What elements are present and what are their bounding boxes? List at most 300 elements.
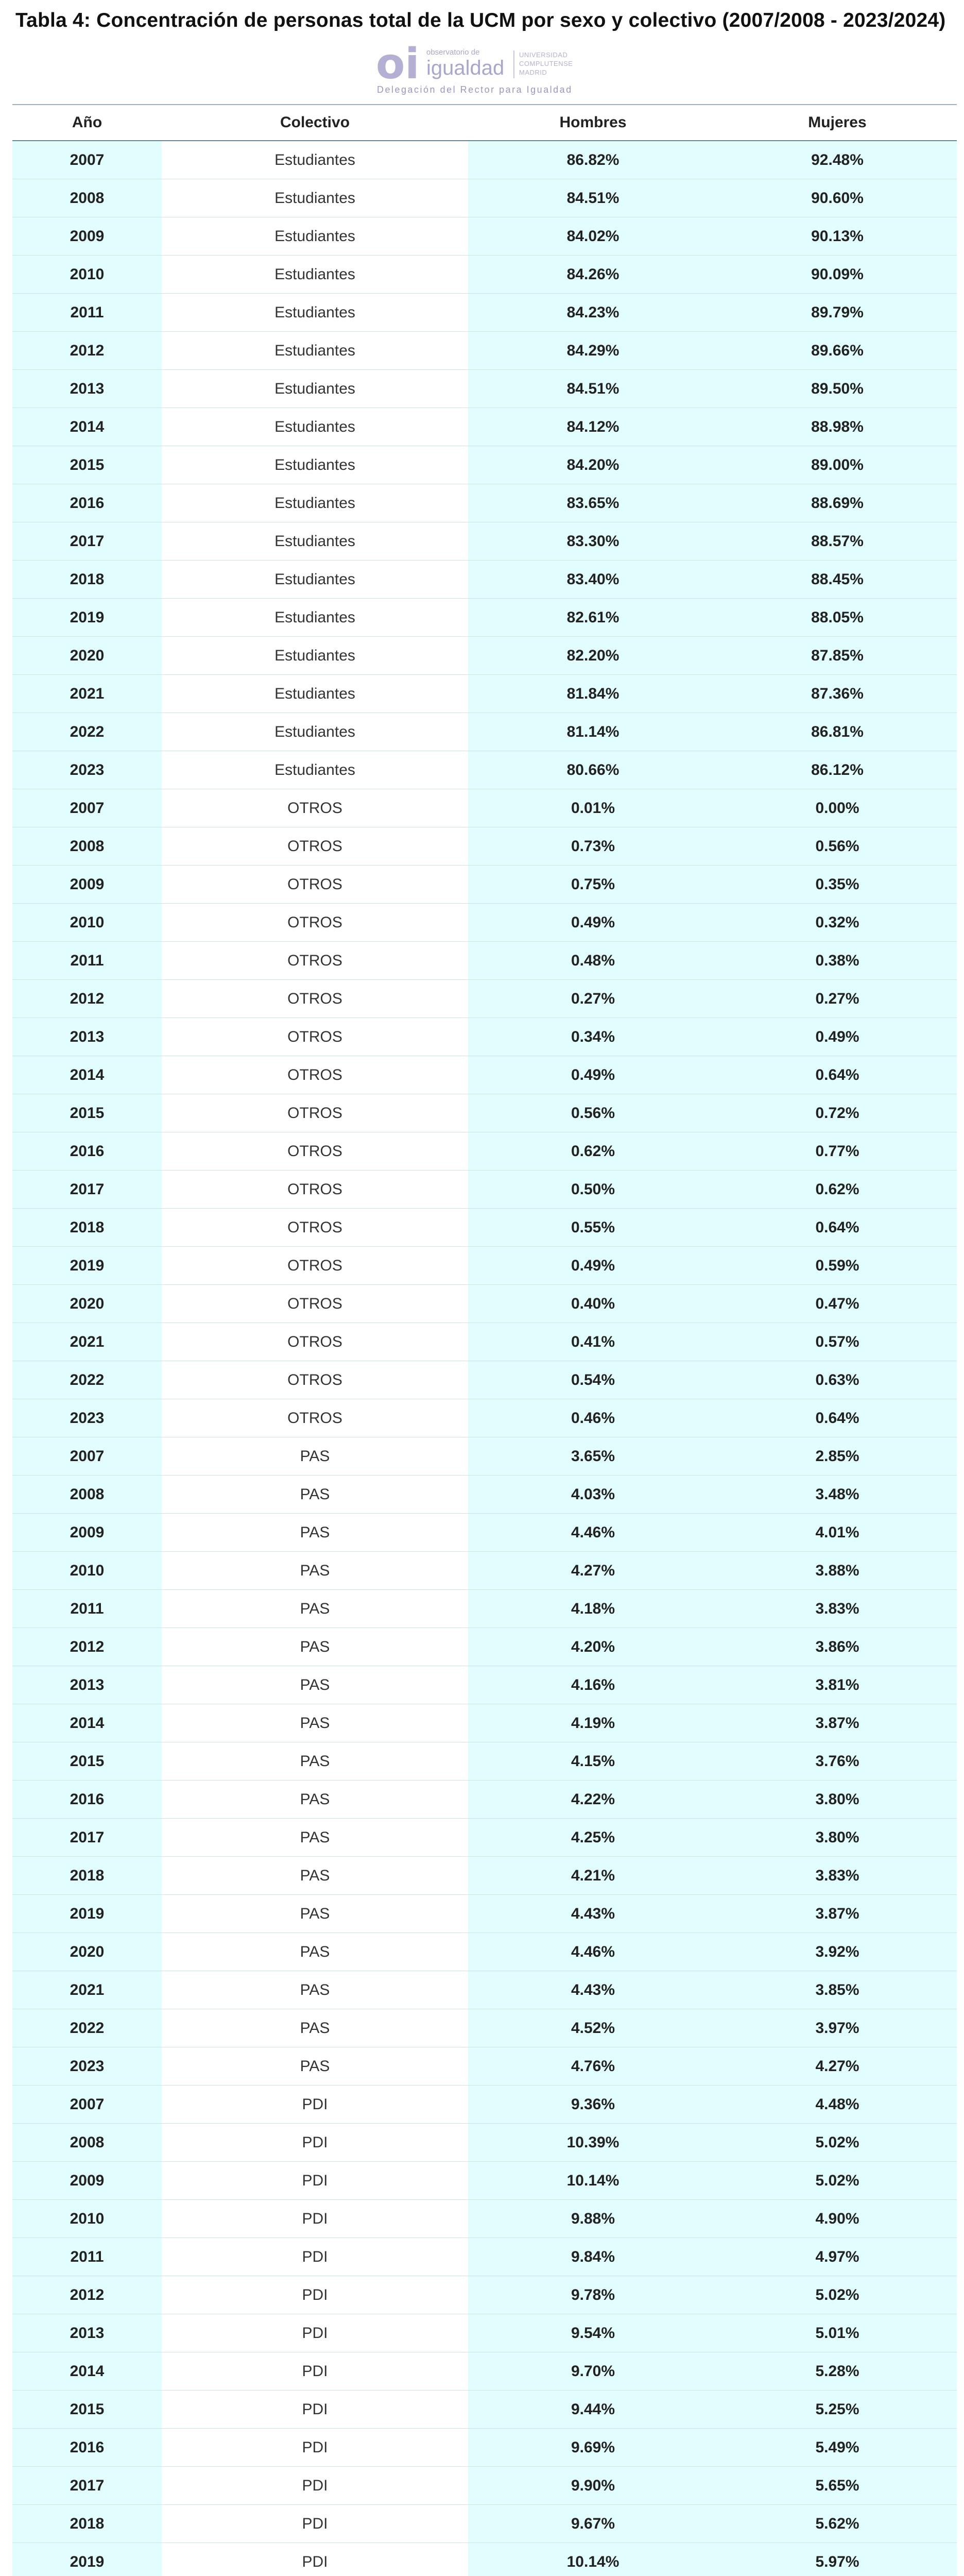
cell-year: 2018 [12, 1857, 162, 1895]
cell-year: 2019 [12, 1247, 162, 1285]
cell-mujeres: 89.50% [718, 370, 957, 408]
cell-mujeres: 90.13% [718, 217, 957, 256]
cell-year: 2020 [12, 1933, 162, 1971]
table-row [12, 1209, 957, 1247]
cell-hombres: 0.55% [468, 1209, 718, 1247]
cell-mujeres: 3.87% [718, 1704, 957, 1742]
cell-year: 2020 [12, 637, 162, 675]
table-row [12, 1857, 957, 1895]
cell-colectivo: OTROS [162, 1132, 468, 1171]
cell-colectivo: PAS [162, 1971, 468, 2009]
cell-hombres: 9.67% [468, 2505, 718, 2543]
logo-mark: oi [376, 40, 420, 89]
cell-mujeres: 0.77% [718, 1132, 957, 1171]
table-row [12, 1476, 957, 1514]
cell-mujeres: 0.63% [718, 1361, 957, 1399]
cell-hombres: 4.21% [468, 1857, 718, 1895]
cell-hombres: 0.27% [468, 980, 718, 1018]
cell-colectivo: PAS [162, 1704, 468, 1742]
table-row [12, 1666, 957, 1704]
cell-hombres: 0.54% [468, 1361, 718, 1399]
cell-colectivo: Estudiantes [162, 637, 468, 675]
cell-year: 2022 [12, 1361, 162, 1399]
cell-colectivo: PDI [162, 2238, 468, 2276]
header-hombres[interactable]: Hombres [468, 105, 718, 141]
cell-mujeres: 0.57% [718, 1323, 957, 1361]
cell-mujeres: 0.62% [718, 1171, 957, 1209]
cell-mujeres: 5.49% [718, 2429, 957, 2467]
table-row [12, 1704, 957, 1742]
cell-year: 2021 [12, 1323, 162, 1361]
cell-hombres: 10.14% [468, 2543, 718, 2576]
cell-colectivo: PAS [162, 1552, 468, 1590]
cell-colectivo: Estudiantes [162, 179, 468, 217]
cell-hombres: 80.66% [468, 751, 718, 789]
cell-colectivo: PDI [162, 2505, 468, 2543]
cell-hombres: 82.20% [468, 637, 718, 675]
cell-colectivo: PAS [162, 1895, 468, 1933]
cell-hombres: 0.48% [468, 942, 718, 980]
cell-hombres: 10.39% [468, 2124, 718, 2162]
cell-mujeres: 0.59% [718, 1247, 957, 1285]
cell-colectivo: OTROS [162, 1094, 468, 1132]
table-row [12, 179, 957, 217]
cell-year: 2009 [12, 866, 162, 904]
cell-colectivo: PAS [162, 1590, 468, 1628]
table-row [12, 2162, 957, 2200]
cell-colectivo: PAS [162, 1857, 468, 1895]
table-row [12, 751, 957, 789]
cell-year: 2021 [12, 1971, 162, 2009]
cell-year: 2015 [12, 2391, 162, 2429]
cell-year: 2013 [12, 2314, 162, 2352]
cell-year: 2008 [12, 827, 162, 866]
cell-mujeres: 88.98% [718, 408, 957, 446]
header-mujeres[interactable]: Mujeres [718, 105, 957, 141]
cell-year: 2022 [12, 713, 162, 751]
cell-year: 2013 [12, 1018, 162, 1056]
cell-colectivo: PAS [162, 1514, 468, 1552]
cell-hombres: 4.16% [468, 1666, 718, 1704]
cell-colectivo: Estudiantes [162, 751, 468, 789]
cell-year: 2007 [12, 141, 162, 179]
table-row [12, 1437, 957, 1476]
cell-hombres: 4.25% [468, 1819, 718, 1857]
cell-colectivo: PAS [162, 1476, 468, 1514]
cell-hombres: 84.51% [468, 370, 718, 408]
cell-hombres: 9.84% [468, 2238, 718, 2276]
cell-hombres: 0.75% [468, 866, 718, 904]
cell-colectivo: PAS [162, 1781, 468, 1819]
cell-hombres: 84.23% [468, 294, 718, 332]
cell-year: 2009 [12, 2162, 162, 2200]
table-row [12, 1094, 957, 1132]
cell-hombres: 84.29% [468, 332, 718, 370]
cell-hombres: 84.12% [468, 408, 718, 446]
table-row [12, 2086, 957, 2124]
table-row [12, 2276, 957, 2314]
cell-year: 2019 [12, 599, 162, 637]
cell-mujeres: 3.97% [718, 2009, 957, 2047]
cell-year: 2012 [12, 1628, 162, 1666]
table-row [12, 217, 957, 256]
cell-hombres: 9.69% [468, 2429, 718, 2467]
cell-colectivo: PDI [162, 2543, 468, 2576]
cell-hombres: 4.27% [468, 1552, 718, 1590]
cell-year: 2012 [12, 980, 162, 1018]
cell-mujeres: 86.81% [718, 713, 957, 751]
cell-hombres: 84.51% [468, 179, 718, 217]
cell-colectivo: Estudiantes [162, 256, 468, 294]
cell-colectivo: PDI [162, 2429, 468, 2467]
cell-year: 2007 [12, 789, 162, 827]
cell-colectivo: Estudiantes [162, 484, 468, 522]
table-row [12, 446, 957, 484]
table-row [12, 2543, 957, 2576]
table-row [12, 1933, 957, 1971]
table-row [12, 1361, 957, 1399]
cell-hombres: 0.73% [468, 827, 718, 866]
cell-mujeres: 3.92% [718, 1933, 957, 1971]
cell-colectivo: OTROS [162, 789, 468, 827]
cell-mujeres: 87.85% [718, 637, 957, 675]
logo-igualdad-text: igualdad [426, 57, 505, 79]
cell-colectivo: OTROS [162, 1399, 468, 1437]
cell-hombres: 81.84% [468, 675, 718, 713]
cell-colectivo: PDI [162, 2200, 468, 2238]
cell-colectivo: PDI [162, 2352, 468, 2391]
cell-mujeres: 88.69% [718, 484, 957, 522]
table-row [12, 1552, 957, 1590]
cell-year: 2016 [12, 1132, 162, 1171]
cell-year: 2014 [12, 1704, 162, 1742]
cell-year: 2008 [12, 1476, 162, 1514]
cell-hombres: 86.82% [468, 141, 718, 179]
concentration-table [12, 104, 957, 2576]
cell-colectivo: Estudiantes [162, 294, 468, 332]
cell-mujeres: 4.01% [718, 1514, 957, 1552]
table-row [12, 827, 957, 866]
cell-hombres: 4.18% [468, 1590, 718, 1628]
cell-year: 2015 [12, 446, 162, 484]
cell-year: 2019 [12, 1895, 162, 1933]
table-row [12, 2124, 957, 2162]
cell-hombres: 4.19% [468, 1704, 718, 1742]
table-row [12, 1399, 957, 1437]
cell-colectivo: Estudiantes [162, 522, 468, 561]
cell-hombres: 9.78% [468, 2276, 718, 2314]
cell-colectivo: OTROS [162, 1285, 468, 1323]
cell-mujeres: 0.35% [718, 866, 957, 904]
cell-colectivo: PAS [162, 2009, 468, 2047]
table-row [12, 332, 957, 370]
table-row [12, 1895, 957, 1933]
cell-hombres: 81.14% [468, 713, 718, 751]
cell-hombres: 83.65% [468, 484, 718, 522]
cell-colectivo: Estudiantes [162, 446, 468, 484]
cell-mujeres: 2.85% [718, 1437, 957, 1476]
cell-year: 2015 [12, 1742, 162, 1781]
cell-colectivo: Estudiantes [162, 408, 468, 446]
cell-mujeres: 0.56% [718, 827, 957, 866]
cell-hombres: 82.61% [468, 599, 718, 637]
cell-mujeres: 3.83% [718, 1590, 957, 1628]
cell-colectivo: Estudiantes [162, 713, 468, 751]
cell-mujeres: 86.12% [718, 751, 957, 789]
cell-colectivo: OTROS [162, 827, 468, 866]
cell-colectivo: OTROS [162, 1056, 468, 1094]
cell-year: 2009 [12, 217, 162, 256]
cell-colectivo: PDI [162, 2124, 468, 2162]
cell-mujeres: 89.00% [718, 446, 957, 484]
table-row [12, 2047, 957, 2086]
cell-mujeres: 3.80% [718, 1819, 957, 1857]
cell-mujeres: 0.32% [718, 904, 957, 942]
table-row [12, 2314, 957, 2352]
cell-mujeres: 0.64% [718, 1209, 957, 1247]
header-colectivo[interactable]: Colectivo [162, 105, 468, 141]
table-row [12, 256, 957, 294]
table-row [12, 141, 957, 179]
cell-year: 2021 [12, 675, 162, 713]
cell-mujeres: 0.72% [718, 1094, 957, 1132]
logo-universidad-text: UNIVERSIDAD COMPLUTENSE MADRID [519, 51, 573, 76]
cell-hombres: 4.46% [468, 1514, 718, 1552]
observatorio-igualdad-logo [376, 40, 592, 97]
cell-year: 2013 [12, 370, 162, 408]
cell-year: 2008 [12, 2124, 162, 2162]
cell-mujeres: 90.09% [718, 256, 957, 294]
cell-mujeres: 5.62% [718, 2505, 957, 2543]
cell-colectivo: Estudiantes [162, 141, 468, 179]
table-body [12, 141, 957, 2576]
table-row [12, 1247, 957, 1285]
cell-year: 2017 [12, 522, 162, 561]
cell-colectivo: PDI [162, 2391, 468, 2429]
table-row [12, 561, 957, 599]
cell-colectivo: Estudiantes [162, 370, 468, 408]
cell-year: 2016 [12, 2429, 162, 2467]
cell-hombres: 0.62% [468, 1132, 718, 1171]
table-row [12, 599, 957, 637]
cell-colectivo: PAS [162, 1628, 468, 1666]
cell-colectivo: Estudiantes [162, 675, 468, 713]
cell-mujeres: 5.28% [718, 2352, 957, 2391]
table-row [12, 370, 957, 408]
table-row [12, 1628, 957, 1666]
cell-hombres: 0.49% [468, 904, 718, 942]
cell-mujeres: 4.48% [718, 2086, 957, 2124]
cell-hombres: 9.90% [468, 2467, 718, 2505]
table-row [12, 1018, 957, 1056]
cell-hombres: 0.49% [468, 1056, 718, 1094]
cell-colectivo: OTROS [162, 866, 468, 904]
table-row [12, 980, 957, 1018]
cell-year: 2011 [12, 294, 162, 332]
cell-hombres: 0.49% [468, 1247, 718, 1285]
table-row [12, 2429, 957, 2467]
cell-year: 2014 [12, 408, 162, 446]
table-row [12, 942, 957, 980]
cell-hombres: 4.03% [468, 1476, 718, 1514]
table-row [12, 2200, 957, 2238]
cell-mujeres: 89.66% [718, 332, 957, 370]
cell-year: 2017 [12, 1171, 162, 1209]
cell-hombres: 84.20% [468, 446, 718, 484]
cell-mujeres: 3.85% [718, 1971, 957, 2009]
cell-mujeres: 4.27% [718, 2047, 957, 2086]
cell-mujeres: 90.60% [718, 179, 957, 217]
cell-year: 2009 [12, 1514, 162, 1552]
cell-year: 2011 [12, 2238, 162, 2276]
table-row [12, 2467, 957, 2505]
cell-mujeres: 5.02% [718, 2124, 957, 2162]
table-row [12, 713, 957, 751]
cell-year: 2023 [12, 1399, 162, 1437]
cell-mujeres: 0.64% [718, 1056, 957, 1094]
cell-year: 2007 [12, 1437, 162, 1476]
cell-year: 2012 [12, 2276, 162, 2314]
table-row [12, 294, 957, 332]
table-row [12, 904, 957, 942]
logo-observatorio-text: observatorio de [426, 48, 480, 57]
cell-mujeres: 4.97% [718, 2238, 957, 2276]
cell-year: 2011 [12, 1590, 162, 1628]
cell-mujeres: 92.48% [718, 141, 957, 179]
table-row [12, 1971, 957, 2009]
cell-colectivo: OTROS [162, 942, 468, 980]
cell-year: 2007 [12, 2086, 162, 2124]
cell-colectivo: PAS [162, 1933, 468, 1971]
cell-hombres: 4.52% [468, 2009, 718, 2047]
cell-hombres: 9.70% [468, 2352, 718, 2391]
cell-hombres: 4.43% [468, 1895, 718, 1933]
cell-year: 2018 [12, 561, 162, 599]
cell-hombres: 4.46% [468, 1933, 718, 1971]
table-title: Tabla 4: Concentración de personas total de la UCM por sexo y colectivo (2007/2008 - 2023/2024) [15, 9, 946, 31]
cell-mujeres: 3.87% [718, 1895, 957, 1933]
table-row [12, 675, 957, 713]
cell-colectivo: PAS [162, 1742, 468, 1781]
table-row [12, 2238, 957, 2276]
cell-hombres: 9.36% [468, 2086, 718, 2124]
table-row [12, 1742, 957, 1781]
cell-hombres: 0.46% [468, 1399, 718, 1437]
cell-mujeres: 87.36% [718, 675, 957, 713]
cell-mujeres: 5.25% [718, 2391, 957, 2429]
cell-year: 2018 [12, 2505, 162, 2543]
cell-mujeres: 3.83% [718, 1857, 957, 1895]
cell-mujeres: 3.76% [718, 1742, 957, 1781]
cell-mujeres: 88.45% [718, 561, 957, 599]
cell-mujeres: 3.80% [718, 1781, 957, 1819]
cell-year: 2008 [12, 179, 162, 217]
cell-mujeres: 0.00% [718, 789, 957, 827]
cell-mujeres: 3.81% [718, 1666, 957, 1704]
cell-hombres: 0.41% [468, 1323, 718, 1361]
cell-colectivo: PAS [162, 1437, 468, 1476]
cell-colectivo: PDI [162, 2086, 468, 2124]
cell-hombres: 0.34% [468, 1018, 718, 1056]
cell-year: 2016 [12, 1781, 162, 1819]
table-row [12, 408, 957, 446]
table-row [12, 1056, 957, 1094]
table-row [12, 789, 957, 827]
cell-year: 2018 [12, 1209, 162, 1247]
cell-hombres: 0.40% [468, 1285, 718, 1323]
cell-colectivo: Estudiantes [162, 332, 468, 370]
table-row [12, 866, 957, 904]
table-row [12, 1285, 957, 1323]
cell-year: 2023 [12, 2047, 162, 2086]
cell-hombres: 10.14% [468, 2162, 718, 2200]
cell-hombres: 0.56% [468, 1094, 718, 1132]
cell-hombres: 9.44% [468, 2391, 718, 2429]
cell-colectivo: PDI [162, 2162, 468, 2200]
cell-colectivo: OTROS [162, 1209, 468, 1247]
table-row [12, 637, 957, 675]
table-row [12, 1590, 957, 1628]
header-year[interactable]: Año [12, 105, 162, 141]
cell-year: 2015 [12, 1094, 162, 1132]
table-row [12, 2505, 957, 2543]
cell-hombres: 4.76% [468, 2047, 718, 2086]
cell-year: 2013 [12, 1666, 162, 1704]
cell-colectivo: Estudiantes [162, 561, 468, 599]
cell-mujeres: 88.05% [718, 599, 957, 637]
cell-colectivo: OTROS [162, 1323, 468, 1361]
cell-mujeres: 5.65% [718, 2467, 957, 2505]
cell-colectivo: PDI [162, 2467, 468, 2505]
cell-mujeres: 0.64% [718, 1399, 957, 1437]
cell-year: 2014 [12, 2352, 162, 2391]
cell-year: 2023 [12, 751, 162, 789]
cell-year: 2010 [12, 256, 162, 294]
cell-colectivo: PAS [162, 1666, 468, 1704]
cell-mujeres: 5.02% [718, 2162, 957, 2200]
table-row [12, 522, 957, 561]
cell-year: 2020 [12, 1285, 162, 1323]
cell-hombres: 4.15% [468, 1742, 718, 1781]
cell-hombres: 4.20% [468, 1628, 718, 1666]
cell-hombres: 83.40% [468, 561, 718, 599]
cell-mujeres: 3.48% [718, 1476, 957, 1514]
cell-colectivo: PAS [162, 1819, 468, 1857]
cell-year: 2019 [12, 2543, 162, 2576]
cell-mujeres: 4.90% [718, 2200, 957, 2238]
cell-mujeres: 0.49% [718, 1018, 957, 1056]
data-table-container [12, 104, 957, 2576]
table-row [12, 2009, 957, 2047]
cell-colectivo: OTROS [162, 1247, 468, 1285]
cell-year: 2012 [12, 332, 162, 370]
cell-mujeres: 5.97% [718, 2543, 957, 2576]
cell-hombres: 84.02% [468, 217, 718, 256]
cell-mujeres: 5.02% [718, 2276, 957, 2314]
cell-colectivo: Estudiantes [162, 599, 468, 637]
cell-hombres: 4.22% [468, 1781, 718, 1819]
cell-colectivo: OTROS [162, 1361, 468, 1399]
cell-colectivo: PDI [162, 2276, 468, 2314]
cell-hombres: 84.26% [468, 256, 718, 294]
cell-mujeres: 89.79% [718, 294, 957, 332]
cell-mujeres: 0.47% [718, 1285, 957, 1323]
cell-hombres: 9.54% [468, 2314, 718, 2352]
cell-colectivo: PAS [162, 2047, 468, 2086]
cell-year: 2010 [12, 2200, 162, 2238]
cell-year: 2010 [12, 904, 162, 942]
table-row [12, 484, 957, 522]
